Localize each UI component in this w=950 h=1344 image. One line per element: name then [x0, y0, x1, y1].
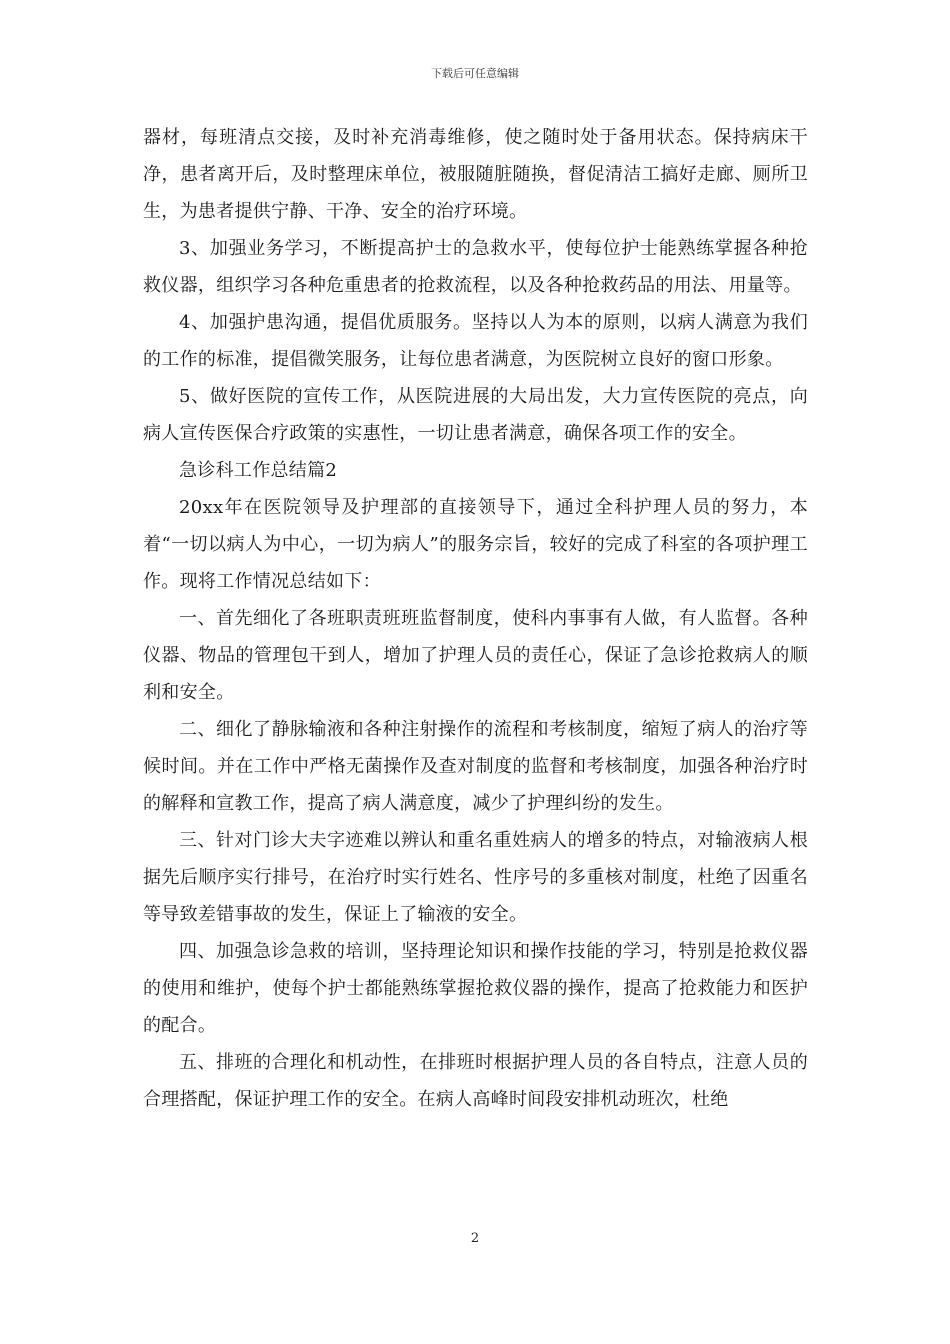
- paragraph-continuation: 器材，每班清点交接，及时补充消毒维修，使之随时处于备用状态。保持病床干净，患者离开后，及时整理床单位，被服随脏随换，督促清洁工搞好走廊、厕所卫生，为患者提供宁静、干净、安全的治疗环境。: [143, 127, 808, 222]
- paragraph-point-4: 四、加强急诊急救的培训，坚持理论知识和操作技能的学习，特别是抢救仪器的使用和维护，使每个护士都能熟练掌握抢救仪器的操作，提高了抢救能力和医护的配合。: [143, 941, 808, 1036]
- paragraph-point-3: 三、针对门诊大夫字迹难以辨认和重名重姓病人的增多的特点，对输液病人根据先后顺序实行排号，在治疗时实行姓名、性序号的多重核对制度，杜绝了因重名等导致差错事故的发生，保证上了输液的安全。: [143, 830, 808, 925]
- paragraph-item-4: 4、加强护患沟通，提倡优质服务。坚持以人为本的原则，以病人满意为我们的工作的标准，提倡微笑服务，让每位患者满意，为医院树立良好的窗口形象。: [143, 312, 808, 370]
- paragraph-item-3: 3、加强业务学习，不断提高护士的急救水平，使每位护士能熟练掌握各种抢救仪器，组织学习各种危重患者的抢救流程，以及各种抢救药品的用法、用量等。: [143, 238, 808, 296]
- section-heading: 急诊科工作总结篇2: [179, 460, 338, 481]
- paragraph-point-1: 一、首先细化了各班职责班班监督制度，使科内事事有人做，有人监督。各种仪器、物品的管理包干到人，增加了护理人员的责任心，保证了急诊抢救病人的顺利和安全。: [143, 608, 808, 703]
- page-header: 下载后可任意编辑: [431, 67, 519, 80]
- paragraph-point-5: 五、排班的合理化和机动性，在排班时根据护理人员的各自特点，注意人员的合理搭配，保证护理工作的安全。在病人高峰时间段安排机动班次，杜绝: [143, 1052, 808, 1110]
- paragraph-item-5: 5、做好医院的宣传工作，从医院进展的大局出发，大力宣传医院的亮点，向病人宣传医保合疗政策的实惠性，一切让患者满意，确保各项工作的安全。: [143, 386, 808, 444]
- page-number: 2: [470, 1231, 480, 1246]
- paragraph-point-2: 二、细化了静脉输液和各种注射操作的流程和考核制度，缩短了病人的治疗等候时间。并在工作中严格无菌操作及查对制度的监督和考核制度，加强各种治疗时的解释和宣教工作，提高了病人满意度，减少了护理纠纷的发生。: [143, 719, 808, 814]
- paragraph-intro: 20xx年在医院领导及护理部的直接领导下，通过全科护理人员的努力，本着“一切以病人为中心，一切为病人”的服务宗旨，较好的完成了科室的各项护理工作。现将工作情况总结如下：: [143, 497, 808, 592]
- document-body: [143, 119, 808, 1118]
